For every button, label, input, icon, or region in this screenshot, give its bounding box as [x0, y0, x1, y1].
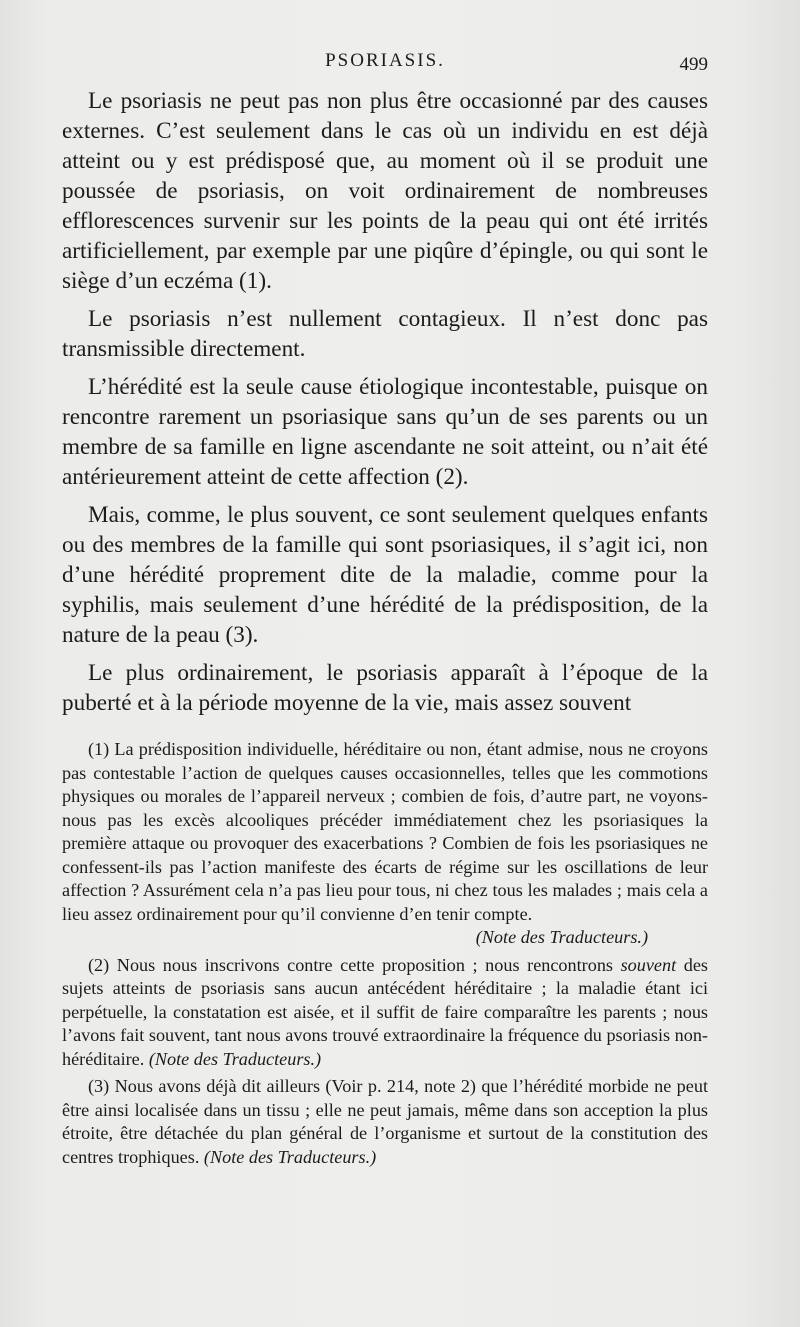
footnote-3-attribution: (Note des Traducteurs.): [203, 1146, 377, 1167]
footnote-2-emphasis: souvent: [620, 954, 677, 975]
main-text: [62, 86, 708, 726]
paragraph: Mais, comme, le plus souvent, ce sont seulement quelques enfants ou des membres de la famille qui sont psoriasiques, il s’agit ici, non d’une hérédité proprement dite de la maladie, comme pour la syphilis, mais seulement d’une hérédité de la prédisposition, de la nature de la peau (3).: [62, 502, 708, 648]
footnote-2-text-a: (2) Nous nous inscrivons contre cette proposition ; nous rencontrons: [88, 954, 621, 975]
footnote-1-attribution: [62, 926, 708, 950]
footnote-1: (1) La prédisposition individuelle, héréditaire ou non, étant admise, nous ne croyons pas contestable l’action de quelques causes occasionnelles, telles que les commotions physiques ou morales de l’appareil nerveux ; combien de fois, d’autre part, ne voyons-nous pas les excès alcooliques précéder immédiatement chez les psoriasiques la première attaque ou provoquer des exacerbations ? Combien de fois les psoriasiques ne confessent-ils pas l’action manifeste des écarts de régime sur les oscillations de leur affection ? Assurément cela n’a pas lieu pour tous, ni chez tous les malades ; mais cela a lieu assez ordinairement pour qu’il convienne d’en tenir compte.: [62, 739, 708, 924]
footnote-3-text: (3) Nous avons déjà dit ailleurs (Voir p. 214, note 2) que l’hérédité morbide ne peut être ainsi localisée dans un tissu ; elle ne peut jamais, même dans son acception la plus étroite, être détachée du plan général de l’organisme et surtout de la constitution des centres trophiques.: [62, 1076, 708, 1167]
paragraph: Le psoriasis ne peut pas non plus être occasionné par des causes externes. C’est seulement dans le cas où un individu en est déjà atteint ou y est prédisposé que, au moment où il se produit une poussée de psoriasis, on voit ordinairement de nombreuses efflorescences survenir sur les points de la peau qui ont été irrités artificiellement, par exemple par une piqûre d’épingle, ou qui sont le siège d’un eczéma (1).: [62, 88, 708, 294]
attribution-text: (Note des Traducteurs.): [475, 927, 648, 947]
running-title: PSORIASIS.: [325, 50, 445, 71]
footnote-2: [62, 954, 708, 1072]
page-number: 499: [679, 54, 708, 75]
footnote-2-attribution: (Note des Traducteurs.): [148, 1048, 322, 1069]
footnote-3: [62, 1075, 708, 1169]
paragraph: Le psoriasis n’est nullement contagieux. Il n’est donc pas transmissible directement.: [62, 306, 708, 362]
footnotes: [62, 738, 708, 1173]
paragraph: L’hérédité est la seule cause étiologique incontestable, puisque on rencontre rarement un psoriasique sans qu’un de ses parents ou un membre de sa famille en ligne ascendante ne soit atteint, ou n’ait été antérieurement atteint de cette affection (2).: [62, 374, 708, 490]
paragraph: Le plus ordinairement, le psoriasis apparaît à l’époque de la puberté et à la période moyenne de la vie, mais assez souvent: [62, 660, 708, 716]
page-header: [62, 50, 708, 80]
footnote-2-text-b: des sujets atteints de psoriasis sans aucun antécédent héréditaire ; la maladie étant ici perpétuelle, la constatation est aisée, et il suffit de faire comparaître les parents ; nous l’avons fait souvent, tant nous avons trouvé extraordinaire la fréquence du psoriasis non-héréditaire.: [62, 954, 708, 1069]
